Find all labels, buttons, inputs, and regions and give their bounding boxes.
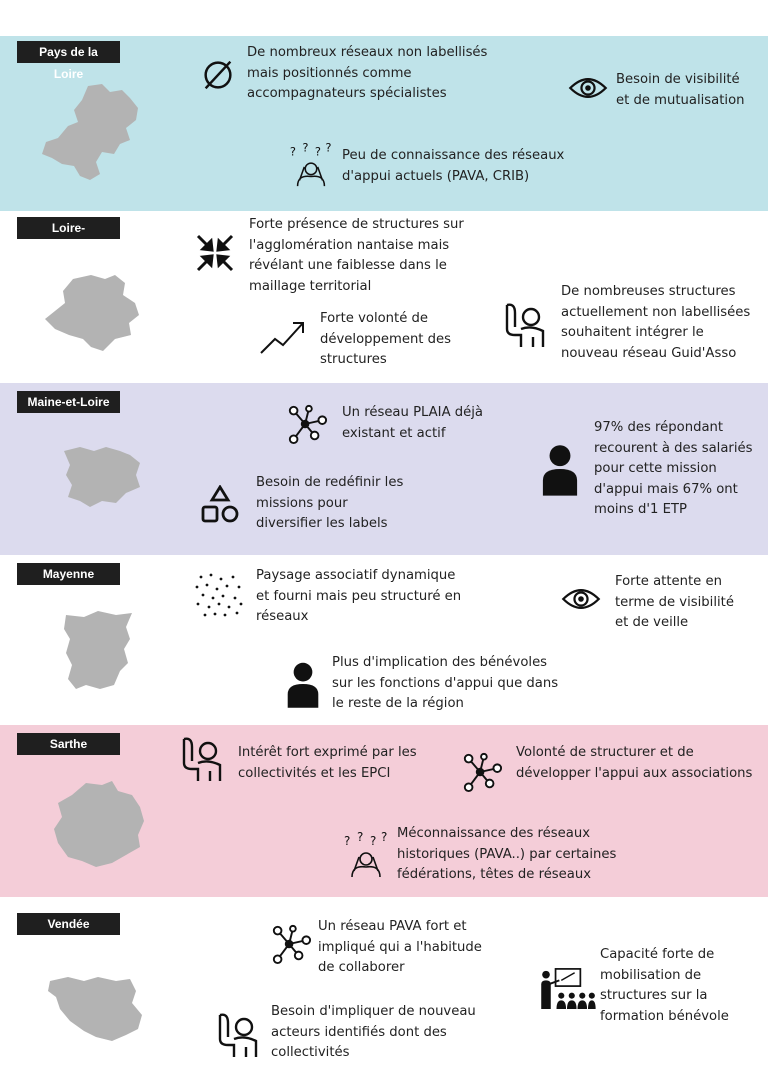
insight-text: Volonté de structurer et de développer l'appui aux associations (516, 745, 753, 781)
region-map-maine-et-loire (60, 445, 142, 511)
insight-text: Forte attente en terme de visibilité et de veille (615, 574, 734, 630)
converge-arrows-icon (195, 233, 235, 273)
section-pays-de-la-loire (0, 36, 768, 211)
insight-text: Besoin de visibilité et de mutualisation (616, 72, 745, 108)
insight-text: Forte volonté de développement des structures (320, 311, 452, 367)
insight-text: Plus d'implication des bénévoles sur les fonctions d'appui que dans le reste de la région (332, 655, 559, 711)
network-nodes-icon (461, 751, 503, 793)
region-map-vendee (46, 975, 144, 1043)
insight-text: Un réseau PAVA fort et impliqué qui a l'habitude de collaborer (318, 919, 482, 975)
confused-person-icon (288, 142, 334, 188)
raised-hand-person-icon (216, 1011, 260, 1059)
person-icon (541, 441, 579, 497)
person-icon (286, 659, 320, 709)
shapes-icon (200, 485, 240, 525)
region-badge: Sarthe (17, 733, 120, 755)
region-map-sarthe (52, 779, 146, 869)
raised-hand-person-icon (503, 301, 547, 349)
null-circle-icon (199, 56, 237, 94)
insight-text: Paysage associatif dynamique et fourni mais peu structuré en réseaux (256, 568, 462, 624)
region-badge: Vendée (17, 913, 120, 935)
region-map-pays-de-la-loire (40, 82, 142, 182)
trainer-audience-icon (538, 967, 596, 1009)
region-badge: Maine-et-Loire (17, 391, 120, 413)
insight-text: 97% des répondant recourent à des salariés pour cette mission d'appui mais 67% ont moins d'1 ETP (594, 420, 753, 517)
eye-icon (560, 585, 602, 613)
confused-person-icon (342, 831, 390, 879)
region-badge: Pays de la Loire (17, 41, 120, 63)
network-nodes-icon (270, 923, 312, 965)
region-map-loire-atlantique (43, 273, 143, 355)
section-sarthe (0, 725, 768, 897)
section-loire-atlantique (0, 211, 768, 383)
raised-hand-person-icon (180, 735, 224, 783)
region-badge: Mayenne (17, 563, 120, 585)
insight-text: Besoin d'impliquer de nouveau acteurs identifiés dont des collectivités (271, 1004, 476, 1060)
insight-text: Un réseau PLAIA déjà existant et actif (342, 405, 484, 441)
eye-icon (567, 74, 609, 102)
insight-text: Peu de connaissance des réseaux d'appui actuels (PAVA, CRIB) (342, 148, 565, 184)
region-badge: Loire-Atlantique (17, 217, 120, 239)
insight-text: De nombreux réseaux non labellisés mais positionnés comme accompagnateurs spécialistes (247, 45, 488, 101)
insight-text: Intérêt fort exprimé par les collectivités et les EPCI (238, 745, 417, 781)
insight-text: Forte présence de structures sur l'agglomération nantaise mais révélant une faiblesse dans le maillage territorial (249, 217, 464, 294)
insight-text: Capacité forte de mobilisation de structures sur la formation bénévole (600, 947, 729, 1024)
trend-up-icon (259, 317, 307, 357)
insight-text: Méconnaissance des réseaux historiques (PAVA..) par certaines fédérations, têtes de réseaux (397, 826, 617, 882)
network-nodes-icon (286, 403, 328, 445)
insight-text: Besoin de redéfinir les missions pour diversifier les labels (256, 475, 404, 531)
insight-text: De nombreuses structures actuellement non labellisées souhaitent intégrer le nouveau réseau Guid'Asso (561, 284, 751, 361)
section-maine-et-loire (0, 383, 768, 555)
section-mayenne (0, 555, 768, 725)
section-vendee (0, 897, 768, 1086)
region-map-mayenne (62, 609, 134, 691)
scattered-dots-icon (195, 573, 245, 617)
